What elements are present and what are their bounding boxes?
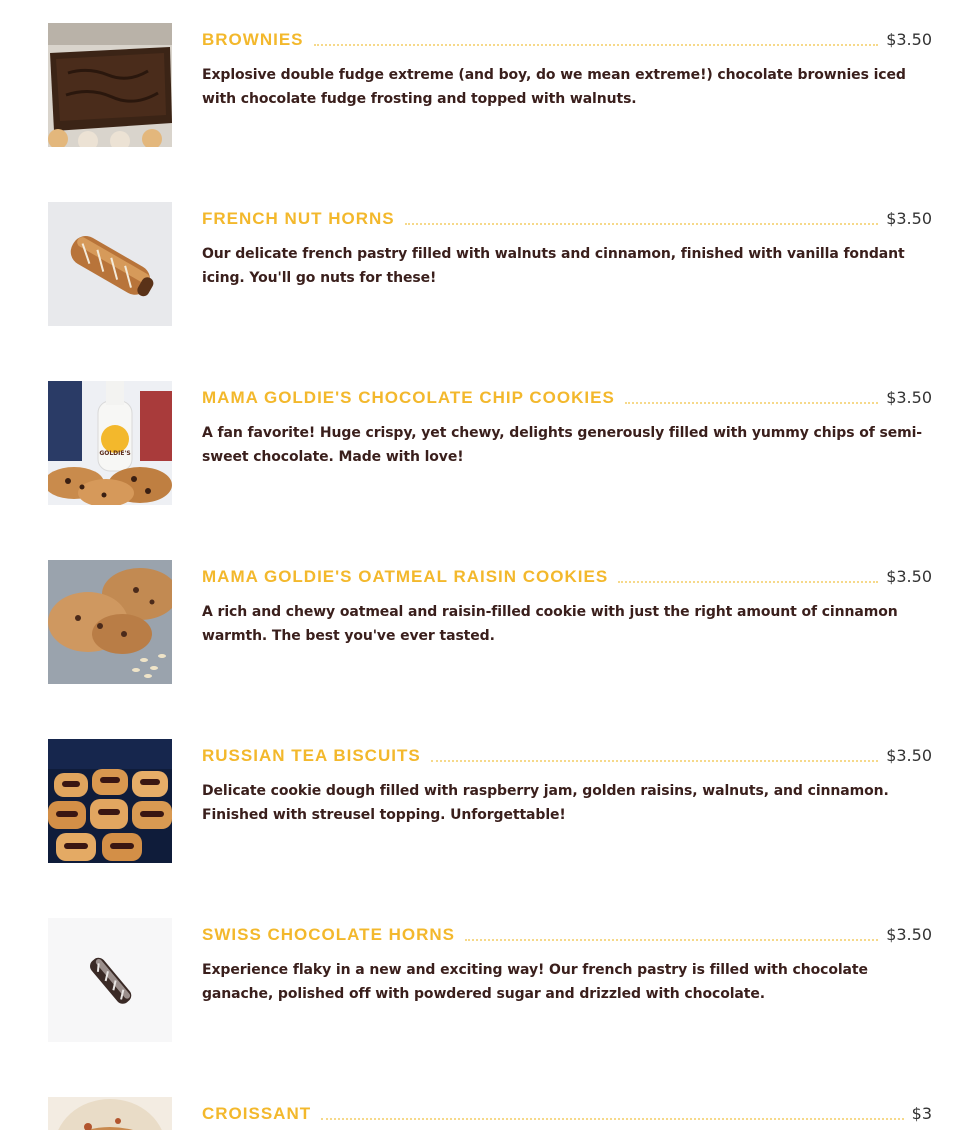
item-header bbox=[202, 922, 932, 946]
item-title: CROISSANT bbox=[202, 1104, 312, 1123]
item-title: SWISS CHOCOLATE HORNS bbox=[202, 925, 456, 944]
item-header bbox=[202, 564, 932, 588]
item-title: MAMA GOLDIE'S OATMEAL RAISIN COOKIES bbox=[202, 567, 609, 586]
chocolate-chip-cookies-photo bbox=[48, 381, 172, 505]
dotted-leader bbox=[431, 760, 879, 762]
menu-item bbox=[0, 560, 965, 710]
item-title: BROWNIES bbox=[202, 30, 304, 49]
item-header bbox=[202, 206, 932, 230]
menu-item bbox=[0, 381, 965, 531]
item-price: $3.50 bbox=[886, 925, 932, 944]
item-price: $3 bbox=[911, 1104, 932, 1123]
menu-item bbox=[0, 918, 965, 1068]
item-price: $3.50 bbox=[886, 746, 932, 765]
dotted-leader bbox=[314, 44, 879, 46]
item-title: FRENCH NUT HORNS bbox=[202, 209, 395, 228]
croissant-photo bbox=[48, 1097, 172, 1130]
item-description: Delicate cookie dough filled with raspberry jam, golden raisins, walnuts, and cinnamon. Finished with streusel topping. Unforgettable! bbox=[202, 783, 889, 823]
item-price: $3.50 bbox=[886, 567, 932, 586]
dotted-leader bbox=[618, 581, 878, 583]
menu-item bbox=[0, 23, 965, 173]
tea-biscuits-photo bbox=[48, 739, 172, 863]
item-description: A rich and chewy oatmeal and raisin-filled cookie with just the right amount of cinnamon warmth. The best you've ever tasted. bbox=[202, 604, 898, 644]
item-price: $3.50 bbox=[886, 209, 932, 228]
item-header bbox=[202, 27, 932, 51]
dotted-leader bbox=[321, 1118, 904, 1120]
dotted-leader bbox=[405, 223, 879, 225]
item-description: A fan favorite! Huge crispy, yet chewy, delights generously filled with yummy chips of semi-sweet chocolate. Made with love! bbox=[202, 425, 923, 465]
item-title: RUSSIAN TEA BISCUITS bbox=[202, 746, 421, 765]
nut-horn-photo bbox=[48, 202, 172, 326]
item-price: $3.50 bbox=[886, 388, 932, 407]
item-title: MAMA GOLDIE'S CHOCOLATE CHIP COOKIES bbox=[202, 388, 615, 407]
menu-item bbox=[0, 739, 965, 889]
item-header bbox=[202, 743, 932, 767]
chocolate-horn-photo bbox=[48, 918, 172, 1042]
item-description: Our delicate french pastry filled with walnuts and cinnamon, finished with vanilla fondant icing. You'll go nuts for these! bbox=[202, 246, 905, 286]
item-header bbox=[202, 1101, 932, 1125]
dotted-leader bbox=[625, 402, 878, 404]
brownies-photo bbox=[48, 23, 172, 147]
dotted-leader bbox=[465, 939, 878, 941]
item-description: Experience flaky in a new and exciting way! Our french pastry is filled with chocolate ganache, polished off with powdered sugar and drizzled with chocolate. bbox=[202, 962, 868, 1002]
menu-item bbox=[0, 202, 965, 352]
item-description: Explosive double fudge extreme (and boy, do we mean extreme!) chocolate brownies iced with chocolate fudge frosting and topped with walnuts. bbox=[202, 67, 906, 107]
item-header bbox=[202, 385, 932, 409]
item-price: $3.50 bbox=[886, 30, 932, 49]
menu-item bbox=[0, 1097, 965, 1130]
oatmeal-cookies-photo bbox=[48, 560, 172, 684]
bottle-label: GOLDIE'S bbox=[99, 450, 131, 457]
